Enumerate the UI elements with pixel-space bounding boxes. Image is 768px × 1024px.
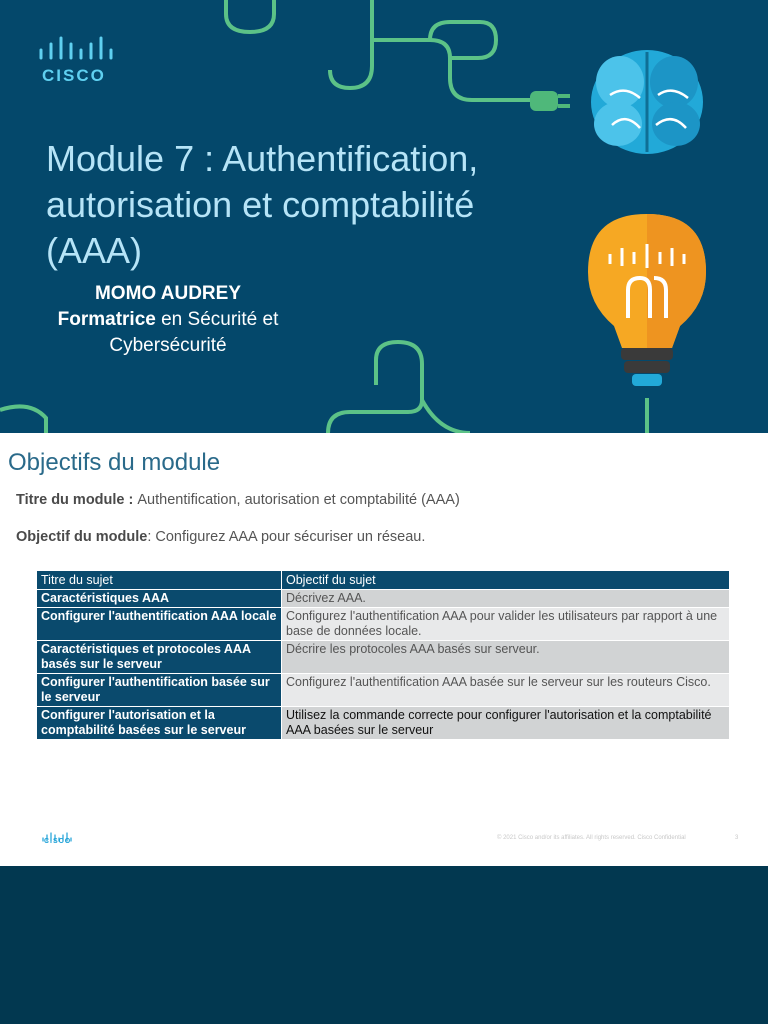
author-block [30, 281, 306, 359]
table-cell-topic: Caractéristiques AAA [37, 590, 282, 608]
table-cell-goal: Configurez l'authentification AAA basée sur le serveur sur les routeurs Cisco. [282, 674, 730, 707]
module-title-value: Authentification, autorisation et comptabilité (AAA) [137, 492, 460, 508]
author-role-rest: en Sécurité et [155, 309, 279, 330]
table-row [37, 641, 730, 674]
cisco-logo-text: CISCO [42, 66, 106, 85]
table-cell-goal: Décrivez AAA. [282, 590, 730, 608]
module-objective-value: : Configurez AAA pour sécuriser un réseau. [147, 529, 426, 545]
table-cell-goal: Décrire les protocoles AAA basés sur serveur. [282, 641, 730, 674]
table-cell-goal: Configurez l'authentification AAA pour valider les utilisateurs par rapport à une base de données locale. [282, 608, 730, 641]
page-number: 3 [735, 835, 739, 841]
objectives-title: Objectifs du module [8, 449, 221, 476]
brain-icon [591, 50, 703, 154]
title-line: Module 7 : Authentification, [46, 138, 479, 179]
table-row [37, 608, 730, 641]
table-row [37, 707, 730, 740]
table-cell-topic: Configurer l'authentification basée sur le serveur [37, 674, 282, 707]
table-cell-topic: Configurer l'autorisation et la comptabilité basées sur le serveur [37, 707, 282, 740]
plug-icon [530, 91, 570, 111]
objectives-table [36, 570, 730, 740]
table-header-goal: Objectif du sujet [282, 571, 730, 590]
objectives-slide [0, 433, 768, 866]
module-title-label: Titre du module : [16, 492, 138, 508]
cisco-logo-icon [38, 36, 118, 62]
cisco-logo-small [42, 829, 72, 849]
light-bulb-icon [588, 214, 706, 386]
title-slide [0, 0, 768, 433]
author-role-bold: Formatrice [57, 309, 156, 330]
copyright-text: © 2021 Cisco and/or its affiliates. All rights reserved. Cisco Confidential [497, 835, 686, 841]
cisco-logo [38, 36, 118, 86]
module-title-line [16, 492, 460, 508]
author-name: MOMO AUDREY [94, 283, 242, 304]
module-objective-label: Objectif du module [16, 529, 148, 545]
table-row [37, 674, 730, 707]
table-row [37, 590, 730, 608]
table-cell-goal: Utilisez la commande correcte pour configurer l'autorisation et la comptabilité AAA basées sur le serveur [282, 707, 730, 740]
cisco-logo-text: CISCO [44, 838, 72, 845]
author-role [30, 307, 306, 333]
author-role-line2: Cybersécurité [109, 335, 227, 356]
table-cell-topic: Configurer l'authentification AAA locale [37, 608, 282, 641]
table-header-row [37, 571, 730, 590]
slide-title [46, 136, 566, 274]
module-objective-line [16, 529, 425, 545]
table-cell-topic: Caractéristiques et protocoles AAA basés sur le serveur [37, 641, 282, 674]
title-line: (AAA) [46, 230, 143, 271]
table-header-topic: Titre du sujet [37, 571, 282, 590]
title-line: autorisation et comptabilité [46, 184, 475, 225]
